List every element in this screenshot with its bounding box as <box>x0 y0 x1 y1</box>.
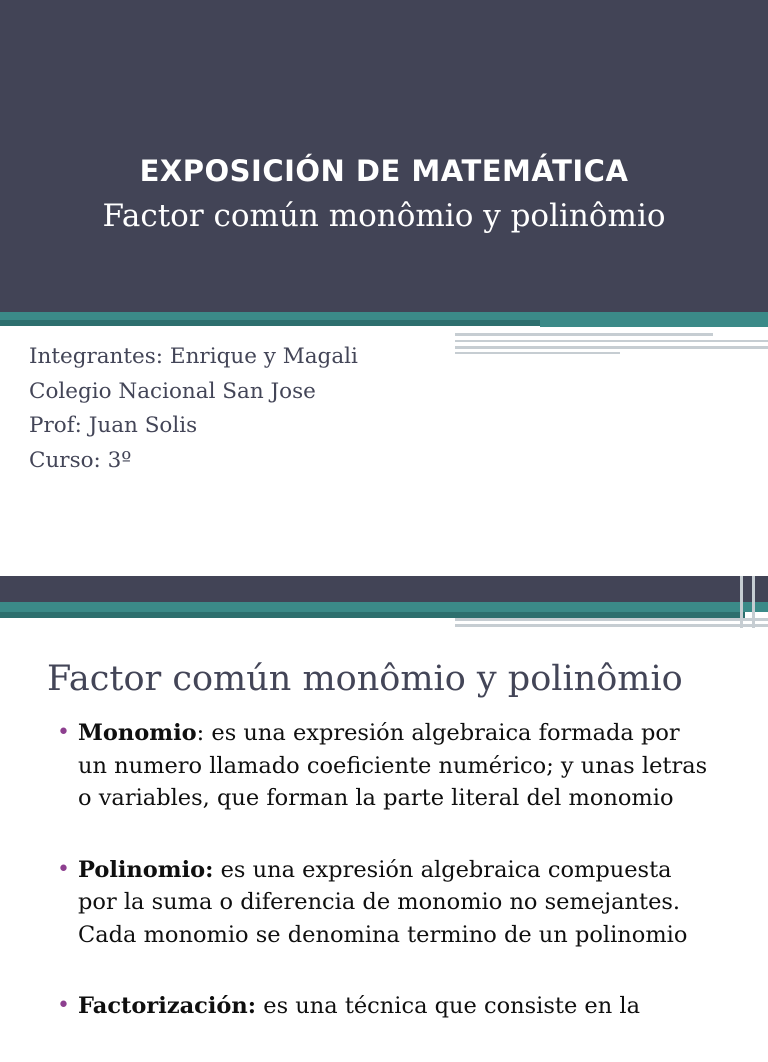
info-line-school: Colegio Nacional San Jose <box>29 378 316 404</box>
title-slide-header <box>0 0 768 312</box>
list-item <box>57 990 757 1023</box>
definition-text: es una expresión algebraica compuesta <box>213 856 672 883</box>
decor-line-vertical <box>752 576 755 628</box>
info-line-course: Curso: 3º <box>29 447 132 473</box>
content-slide <box>0 576 768 1024</box>
content-slide-header <box>0 576 768 602</box>
term-label: Factorización: <box>78 993 257 1019</box>
definition-list <box>57 717 757 1062</box>
presentation-info <box>29 340 358 478</box>
definition-text: o variables, que forman la parte literal del monomio <box>78 785 674 811</box>
decor-line <box>455 346 768 349</box>
accent-stripe <box>0 312 768 320</box>
accent-stripe-right <box>540 320 768 327</box>
list-item <box>57 717 757 815</box>
decor-line <box>455 340 768 342</box>
accent-stripe <box>0 602 768 612</box>
slide-heading: EXPOSICIÓN DE MATEMÁTICA <box>139 154 629 188</box>
accent-stripe-lower <box>0 320 540 326</box>
decor-line-vertical <box>740 576 743 628</box>
term-label: Monomio <box>78 720 197 746</box>
list-item <box>57 854 757 952</box>
bullet-icon: • <box>57 856 70 882</box>
definition-text: es una técnica que consiste en la <box>256 993 641 1019</box>
info-line-teacher: Prof: Juan Solis <box>29 413 198 438</box>
definition-text: Cada monomio se denomina termino de un polinomio <box>78 921 688 948</box>
content-slide-title: Factor común monômio y polinômio <box>47 659 683 699</box>
bullet-icon: • <box>57 993 70 1018</box>
slide-subtitle: Factor común monômio y polinômio <box>102 198 666 234</box>
bullet-icon: • <box>57 720 70 745</box>
decor-line <box>455 624 768 627</box>
decor-line <box>455 618 768 621</box>
definition-text: un numero llamado coeficiente numérico; y unas letras <box>78 752 708 779</box>
definition-text: por la suma o diferencia de monomio no semejantes. <box>78 889 681 915</box>
term-label: Polinomio: <box>78 856 214 883</box>
info-line-members: Integrantes: Enrique y Magali <box>29 344 358 369</box>
decor-line <box>455 352 620 354</box>
decor-line <box>455 333 713 336</box>
definition-text: : es una expresión algebraica formada por <box>196 720 680 746</box>
